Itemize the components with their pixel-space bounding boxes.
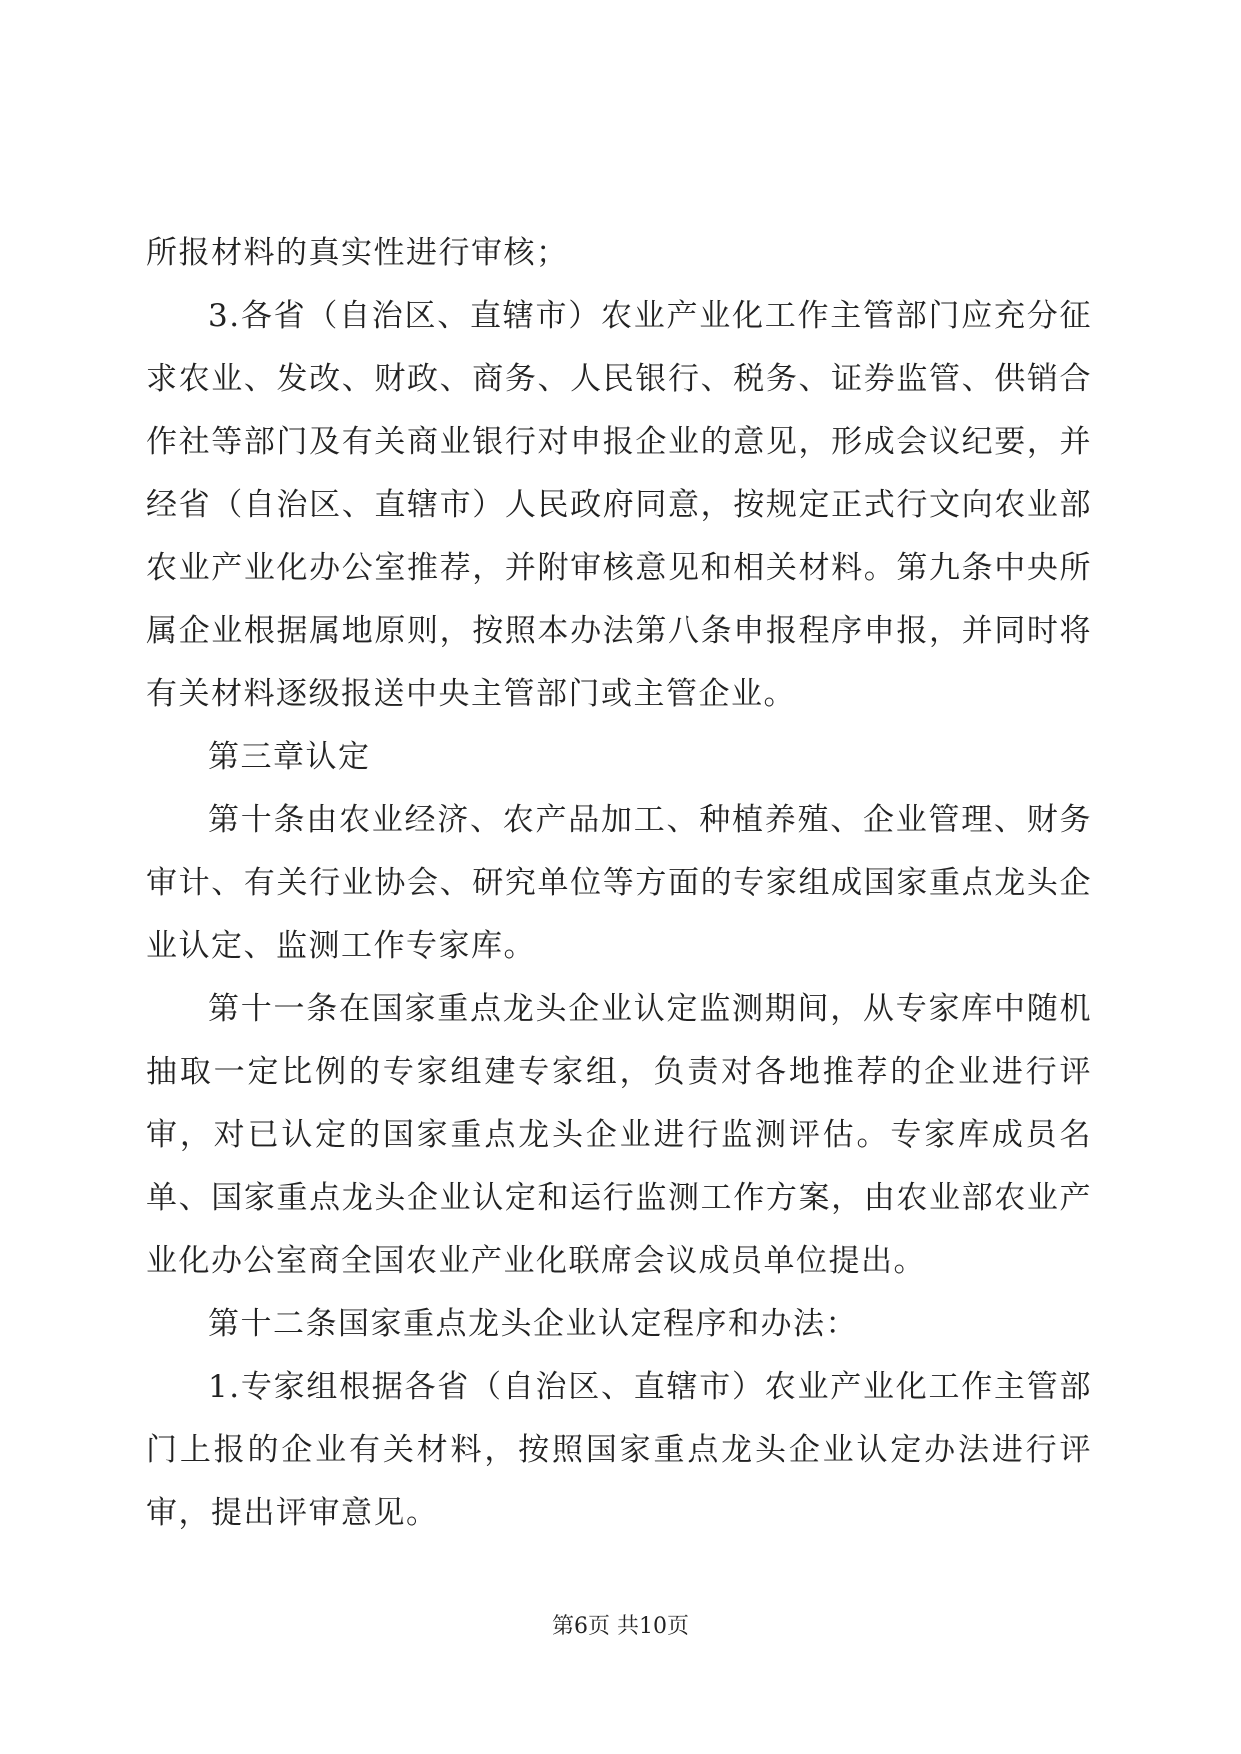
page-footer: [0, 1612, 1241, 1642]
paragraph: 所报材料的真实性进行审核；: [146, 235, 569, 271]
document-body: [146, 222, 1092, 1545]
paragraph: 1.专家组根据各省（自治区、直辖市）农业产业化工作主管部门上报的企业有关材料，按照国家重点龙头企业认定办法进行评审，提出评审意见。: [146, 1369, 1092, 1531]
paragraph: 第十一条在国家重点龙头企业认定监测期间，从专家库中随机抽取一定比例的专家组建专家组，负责对各地推荐的企业进行评审，对已认定的国家重点龙头企业进行监测评估。专家库成员名单、国家重点龙头企业认定和运行监测工作方案，由农业部农业产业化办公室商全国农业产业化联席会议成员单位提出。: [146, 991, 1092, 1279]
paragraph: 3.各省（自治区、直辖市）农业产业化工作主管部门应充分征求农业、发改、财政、商务、人民银行、税务、证券监管、供销合作社等部门及有关商业银行对申报企业的意见，形成会议纪要，并经省（自治区、直辖市）人民政府同意，按规定正式行文向农业部农业产业化办公室推荐，并附审核意见和相关材料。第九条中央所属企业根据属地原则，按照本办法第八条申报程序申报，并同时将有关材料逐级报送中央主管部门或主管企业。: [146, 298, 1092, 712]
page-number: 第6页 共10页: [552, 1614, 689, 1639]
paragraph: 第十二条国家重点龙头企业认定程序和办法：: [208, 1306, 858, 1342]
paragraph: 第十条由农业经济、农产品加工、种植养殖、企业管理、财务审计、有关行业协会、研究单位等方面的专家组成国家重点龙头企业认定、监测工作专家库。: [146, 802, 1092, 964]
chapter-heading: 第三章认定: [208, 739, 371, 775]
